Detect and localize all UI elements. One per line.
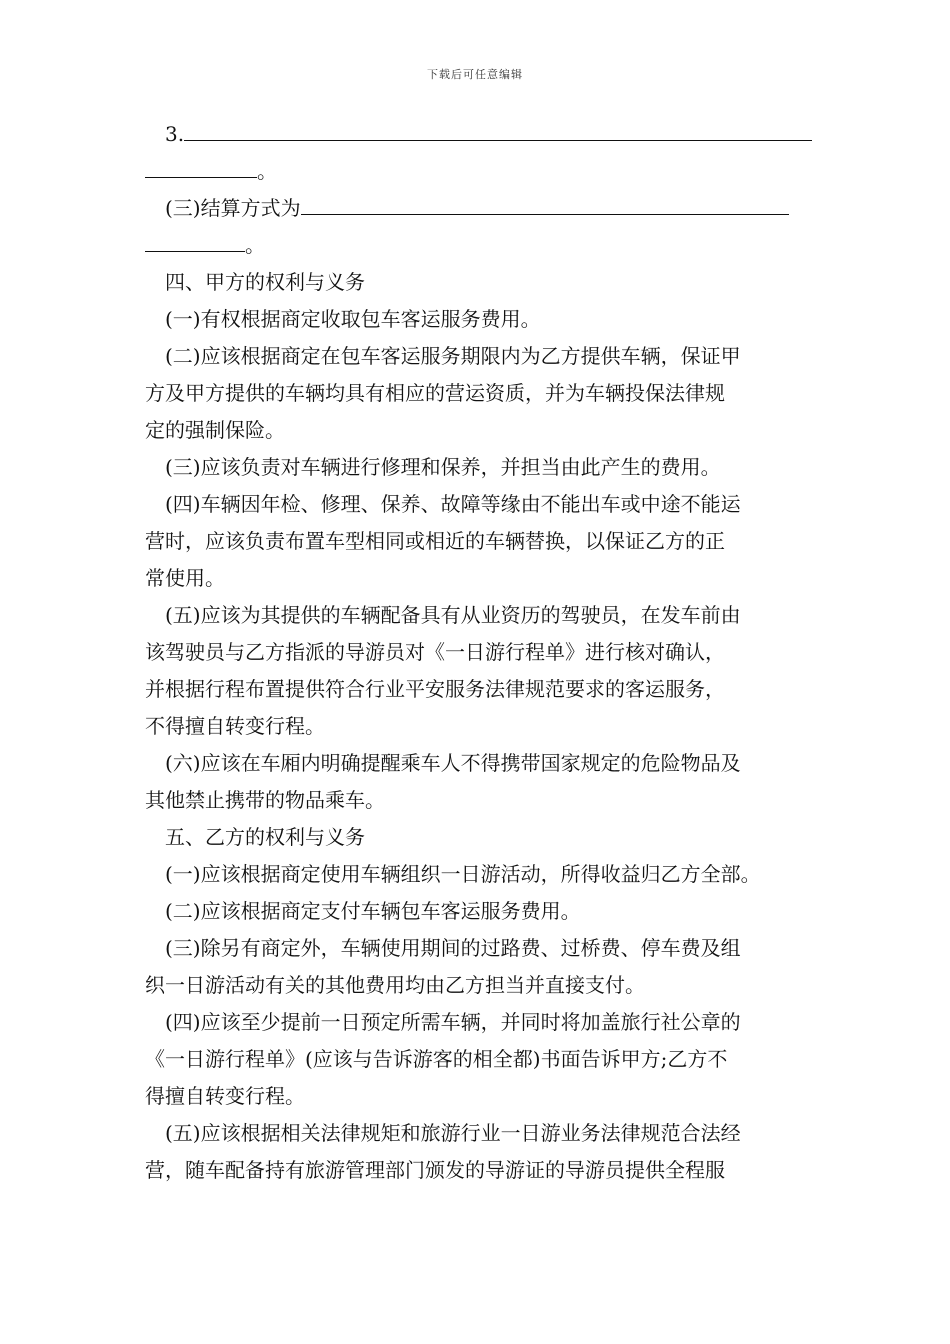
clause-line: (六)应该在车厢内明确提醒乘车人不得携带国家规定的危险物品及 <box>165 751 741 775</box>
clause-line: 定的强制保险。 <box>145 418 285 442</box>
settlement-line <box>145 190 815 227</box>
clause-line: (四)车辆因年检、修理、保养、故障等缘由不能出车或中途不能运 <box>165 492 741 516</box>
clause-line: 营时，应该负责布置车型相同或相近的车辆替换，以保证乙方的正 <box>145 529 725 553</box>
clause-line: 并根据行程布置提供符合行业平安服务法律规范要求的客运服务， <box>145 677 725 701</box>
fill-in-blank <box>184 118 812 141</box>
page-header: 下载后可任意编辑 <box>427 68 523 81</box>
fill-in-blank <box>301 192 789 215</box>
item-3-line-cont <box>145 153 815 190</box>
clause-line: 《一日游行程单》(应该与告诉游客的相全都)书面告诉甲方;乙方不 <box>145 1047 728 1071</box>
clause-line: (三)应该负责对车辆进行修理和保养，并担当由此产生的费用。 <box>165 455 721 479</box>
settlement-label: (三)结算方式为 <box>165 196 301 220</box>
clause-line: (四)应该至少提前一日预定所需车辆，并同时将加盖旅行社公章的 <box>165 1010 741 1034</box>
clause-line: (五)应该为其提供的车辆配备具有从业资历的驾驶员，在发车前由 <box>165 603 741 627</box>
clause-line: 不得擅自转变行程。 <box>145 714 325 738</box>
clause-line: 该驾驶员与乙方指派的导游员对《一日游行程单》进行核对确认， <box>145 640 725 664</box>
item-3-label: 3. <box>165 122 185 146</box>
clause-line: (一)应该根据商定使用车辆组织一日游活动，所得收益归乙方全部。 <box>165 862 761 886</box>
clause-line: 常使用。 <box>145 566 225 590</box>
clause-line: (二)应该根据商定支付车辆包车客运服务费用。 <box>165 899 581 923</box>
section-heading: 四、甲方的权利与义务 <box>165 270 365 294</box>
clause-line: 营，随车配备持有旅游管理部门颁发的导游证的导游员提供全程服 <box>145 1158 725 1182</box>
clause-line: (三)除另有商定外，车辆使用期间的过路费、过桥费、停车费及组 <box>165 936 741 960</box>
clause-line: 其他禁止携带的物品乘车。 <box>145 788 385 812</box>
fill-in-blank <box>145 155 257 178</box>
item-3-line <box>145 116 815 153</box>
period: 。 <box>245 233 265 257</box>
document-body <box>145 116 815 1189</box>
clause-line: 方及甲方提供的车辆均具有相应的营运资质，并为车辆投保法律规 <box>145 381 725 405</box>
clause-line: 织一日游活动有关的其他费用均由乙方担当并直接支付。 <box>145 973 645 997</box>
period: 。 <box>257 159 277 183</box>
clause-line: (一)有权根据商定收取包车客运服务费用。 <box>165 307 541 331</box>
clause-line: (二)应该根据商定在包车客运服务期限内为乙方提供车辆，保证甲 <box>165 344 741 368</box>
section-heading: 五、乙方的权利与义务 <box>165 825 365 849</box>
fill-in-blank <box>145 229 245 252</box>
settlement-line-cont <box>145 227 815 264</box>
clause-line: 得擅自转变行程。 <box>145 1084 305 1108</box>
clause-line: (五)应该根据相关法律规矩和旅游行业一日游业务法律规范合法经 <box>165 1121 741 1145</box>
